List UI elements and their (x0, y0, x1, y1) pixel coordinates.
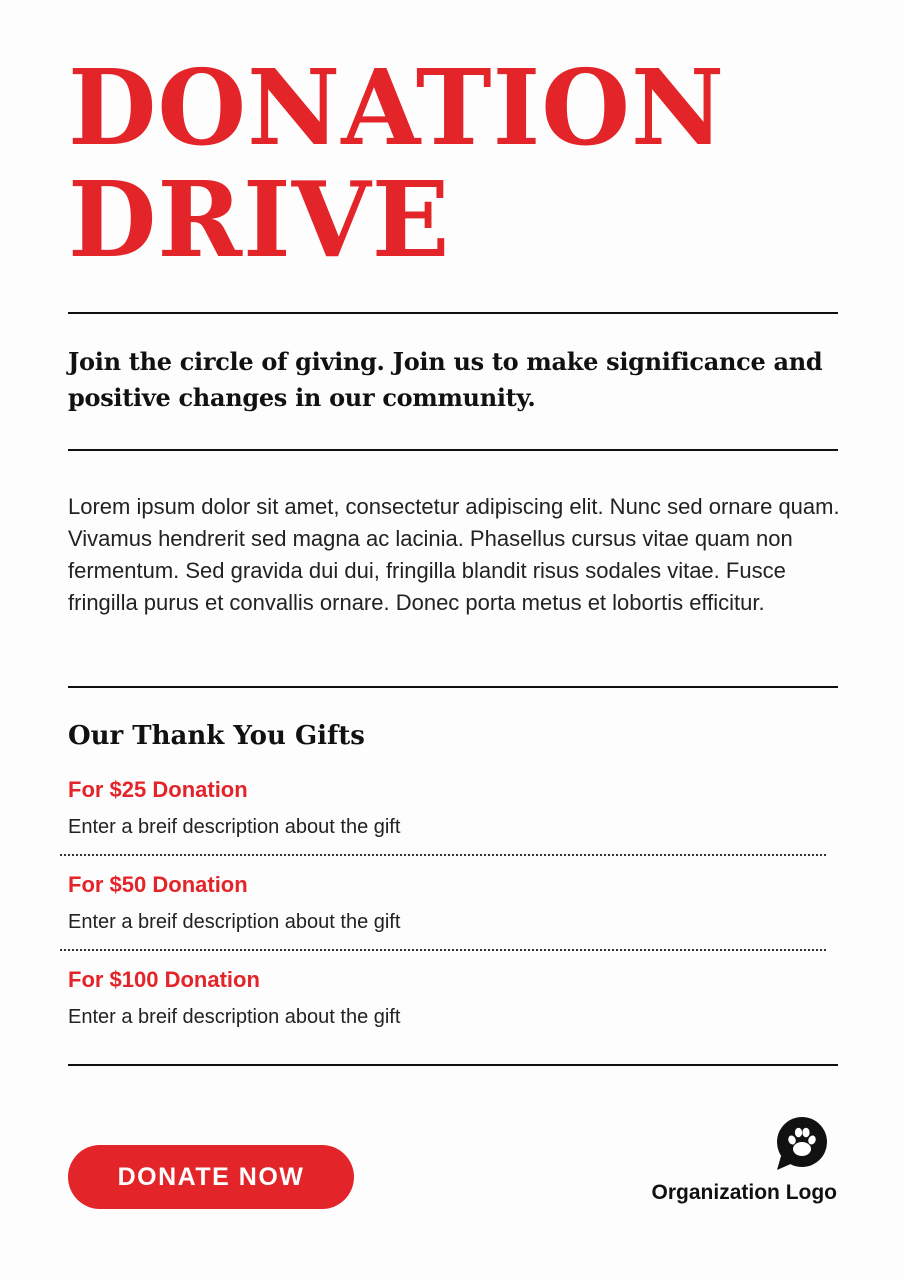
gift-amount: For $100 Donation (68, 967, 260, 992)
donate-now-button[interactable]: DONATE NOW (68, 1145, 354, 1209)
gift-amount: For $25 Donation (68, 777, 248, 802)
organization-logo (652, 1116, 837, 1206)
gift-description: Enter a breif description about the gift (68, 911, 401, 933)
organization-logo-label: Organization Logo (651, 1181, 837, 1204)
divider (68, 449, 838, 451)
divider (68, 686, 838, 688)
title-line-2: DRIVE (68, 158, 451, 281)
gift-item-100 (68, 965, 828, 1031)
body-paragraph: Lorem ipsum dolor sit amet, consectetur adipiscing elit. Nunc sed ornare quam. Vivamus hendrerit sed magna ac lacinia. Phasellus cursus vitae quam non fermentum. Sed gravida dui dui, fringilla blandit risus sodales vitae. Fusce fringilla purus et convallis ornare. Donec porta metus et lobortis efficitur. (68, 494, 840, 615)
dotted-separator (60, 949, 826, 951)
gift-item-25 (68, 775, 828, 841)
gift-description: Enter a breif description about the gift (68, 1006, 401, 1028)
paw-chat-bubble-icon (773, 1116, 829, 1172)
gifts-heading: Our Thank You Gifts (68, 721, 365, 751)
dotted-separator (60, 854, 826, 856)
page-title (68, 46, 726, 281)
divider (68, 312, 838, 314)
tagline: Join the circle of giving. Join us to make significance and positive changes in our community. (68, 347, 823, 412)
gift-amount: For $50 Donation (68, 872, 248, 897)
divider (68, 1064, 838, 1066)
gift-item-50 (68, 870, 828, 936)
title-line-1: DONATION (68, 46, 726, 169)
gift-description: Enter a breif description about the gift (68, 816, 401, 838)
